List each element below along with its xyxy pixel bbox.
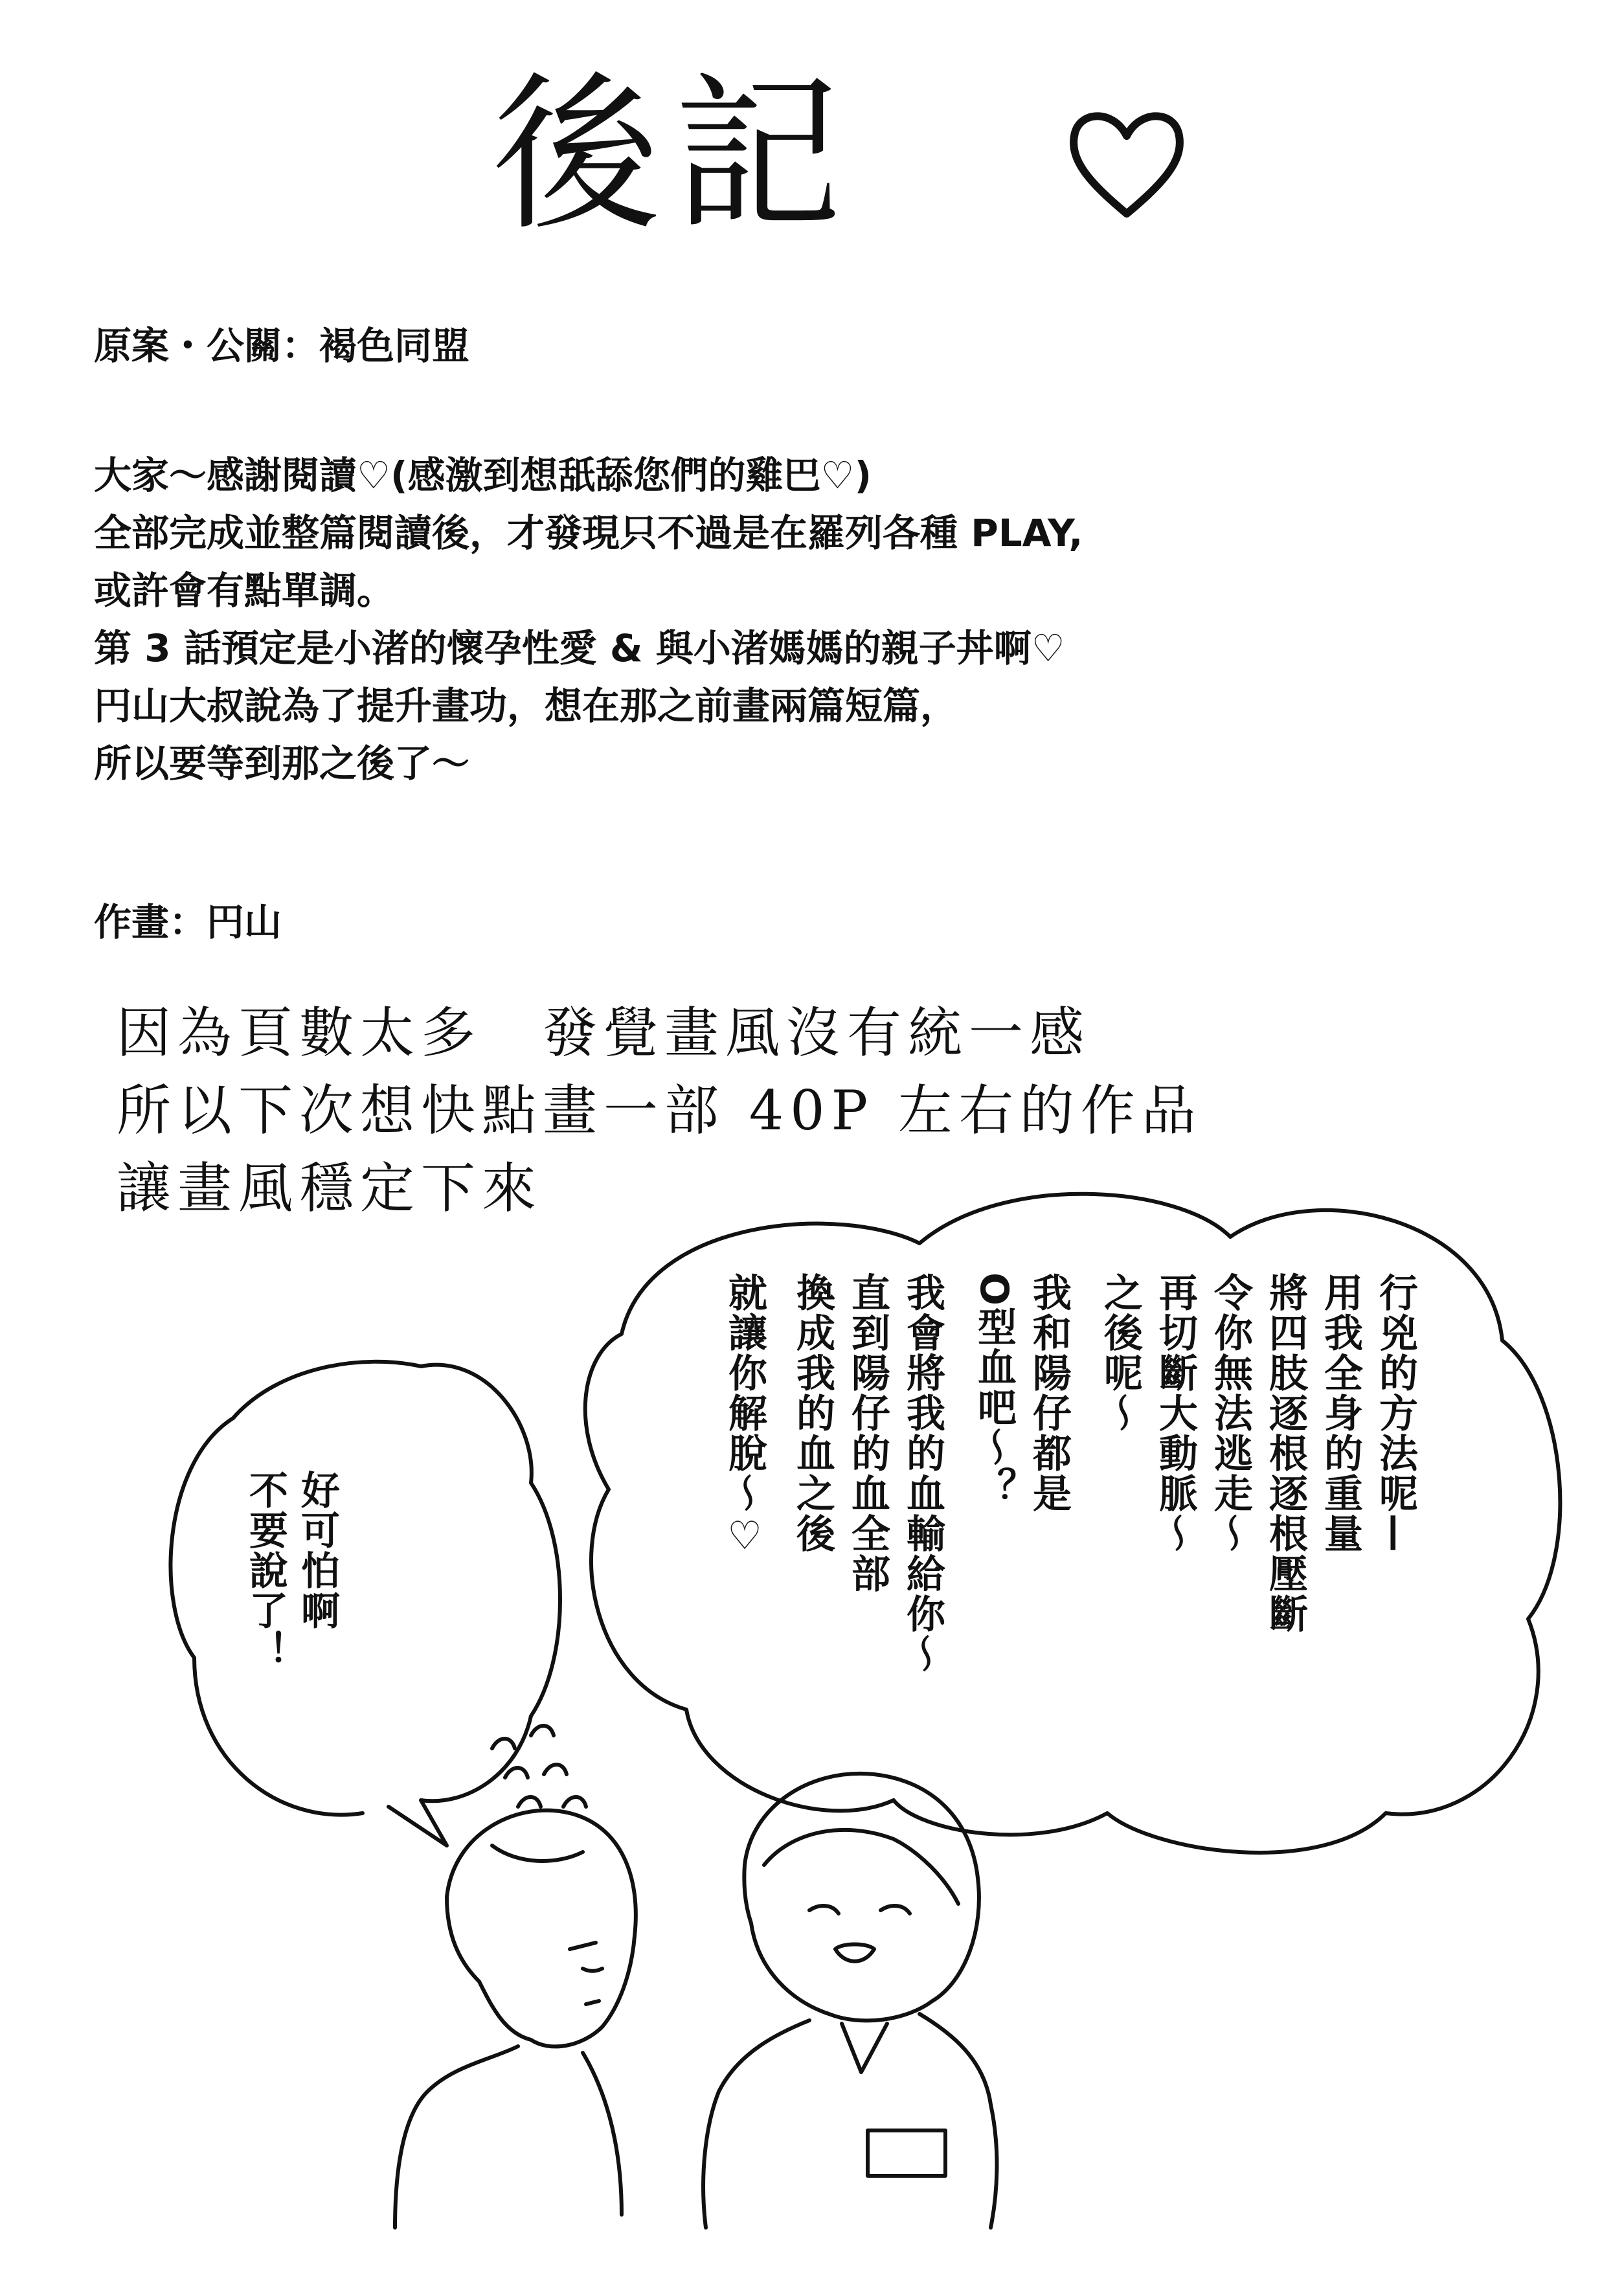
message-line: 大家～感謝閱讀♡(感激到想舐舔您們的雞巴♡)	[94, 453, 872, 497]
bubble-column: O型血吧～？	[971, 1272, 1017, 1508]
bubble-column: 行兇的方法呢—	[1373, 1272, 1418, 1553]
message-line: 円山大叔說為了提升畫功，想在那之前畫兩篇短篇，	[94, 684, 958, 728]
bubble-column: 換成我的血之後	[790, 1272, 835, 1553]
message-line: 或許會有點單調。	[94, 569, 395, 613]
woman-character	[703, 1774, 997, 2228]
bubble-column: 用我全身的重量	[1318, 1272, 1363, 1553]
note-line: 讓畫風穩定下來	[117, 1157, 543, 1220]
artist-credit: 作畫：円山	[94, 900, 282, 944]
bubble-column: 再切斷大動脈～	[1153, 1272, 1198, 1553]
bubble-column: 將四肢逐根逐根壓斷	[1263, 1272, 1308, 1634]
message-line: 第 3 話預定是小渚的懷孕性愛 & 與小渚媽媽的親子丼啊♡	[94, 626, 1065, 670]
boy-character	[395, 1811, 636, 2228]
bubble-column: 之後呢～	[1098, 1272, 1143, 1433]
bubble-column: 不要說了！	[243, 1470, 288, 1671]
message-line: 所以要等到那之後了～	[94, 741, 470, 785]
bubble-column: 就讓你解脫～♡	[722, 1272, 767, 1560]
note-line: 所以下次想快點畫一部 40P 左右的作品	[117, 1079, 1202, 1142]
bubble-column: 我和陽仔都是	[1026, 1272, 1072, 1513]
note-line: 因為頁數太多 發覺畫風沒有統一感	[117, 1001, 1091, 1065]
bubble-column: 我會將我的血輸給你～	[900, 1272, 945, 1674]
bubble-column: 直到陽仔的血全部	[845, 1272, 890, 1594]
speech-bubble-left	[171, 1362, 560, 1846]
message-line: 全部完成並整篇閱讀後，才發現只不過是在羅列各種 PLAY,	[94, 511, 1083, 555]
concept-credit: 原案・公關：褐色同盟	[94, 324, 470, 368]
bubble-column: 令你無法逃走～	[1208, 1272, 1253, 1553]
bubble-column: 好可怕啊	[295, 1470, 340, 1631]
page-title: 後記	[492, 58, 855, 253]
